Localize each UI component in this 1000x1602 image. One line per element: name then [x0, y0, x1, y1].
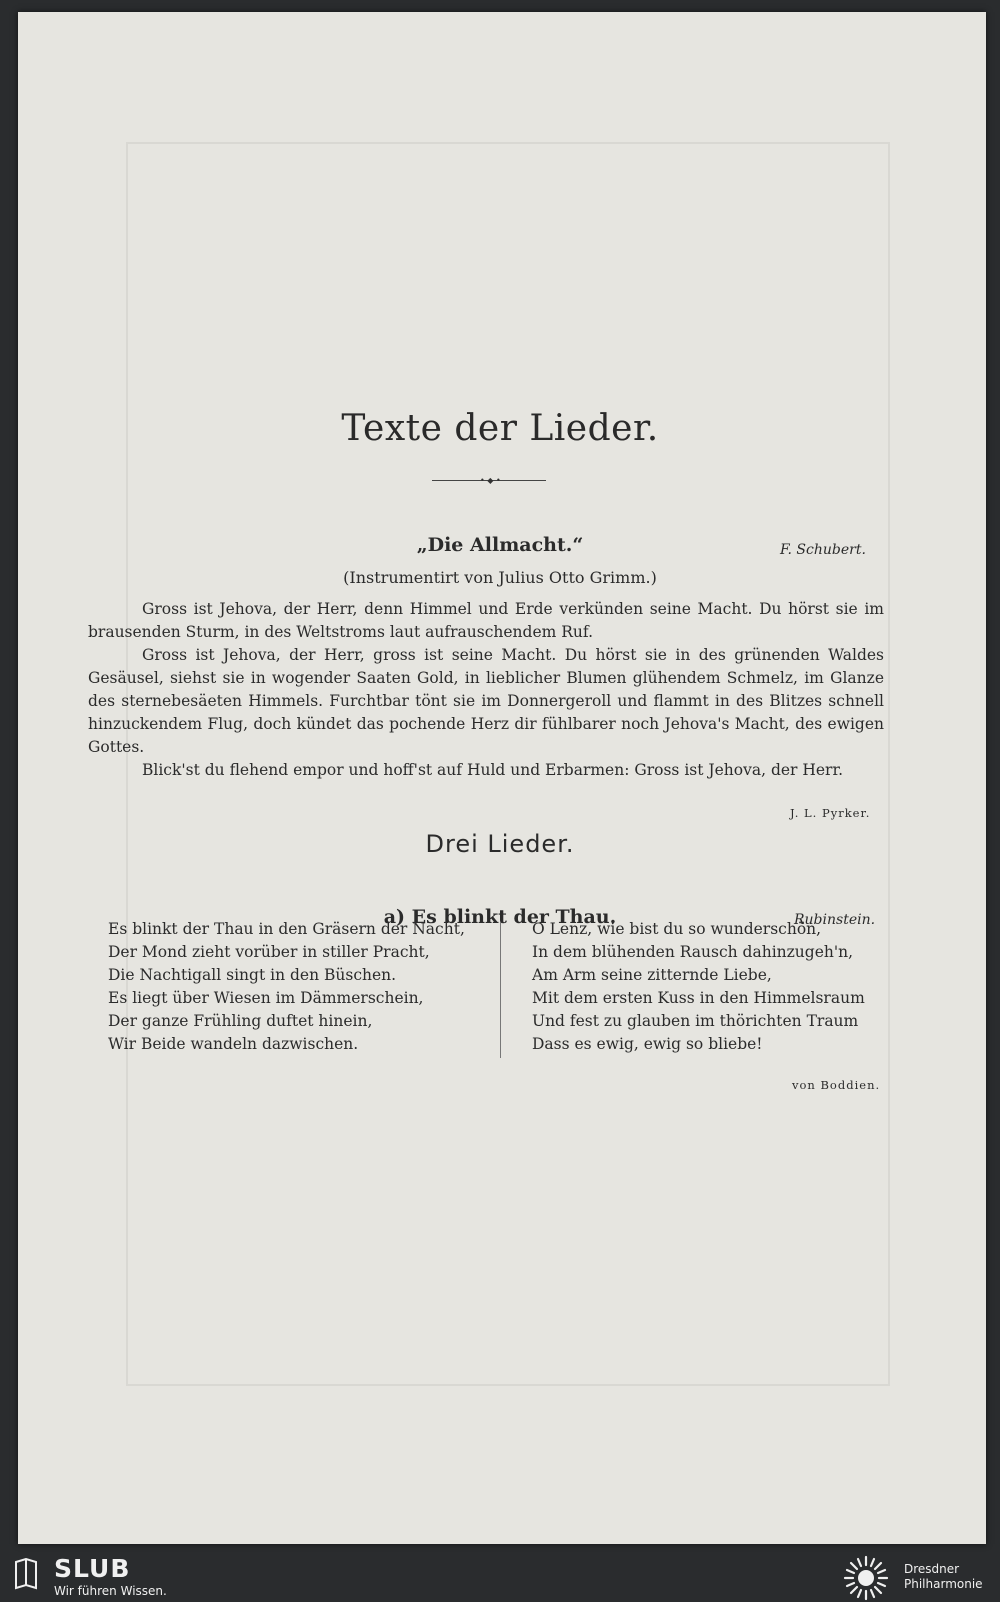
composer-allmacht: F. Schubert.: [780, 542, 866, 558]
page-title: Texte der Lieder.: [341, 408, 659, 449]
sunburst-logo-icon[interactable]: [842, 1554, 890, 1602]
dresdner-philharmonie-text: [904, 1562, 983, 1592]
author-es-blinkt: von Boddien.: [792, 1078, 881, 1092]
poem-left-column: [108, 918, 465, 1056]
poem-line: Und fest zu glauben im thörichten Traum: [532, 1012, 859, 1030]
paragraph: Blick'st du flehend empor und hoff'st auf Huld und Erbarmen: Gross ist Jehova, der Herr.: [142, 761, 844, 779]
poem-line: O Lenz, wie bist du so wunderschön,: [532, 920, 822, 938]
song-subtitle-allmacht: (Instrumentirt von Julius Otto Grimm.): [343, 568, 657, 587]
poem-line: Es liegt über Wiesen im Dämmerschein,: [108, 989, 424, 1007]
song-title-allmacht: „Die Allmacht.“: [416, 534, 584, 556]
poem-line: Am Arm seine zitternde Liebe,: [532, 966, 772, 984]
author-allmacht: J. L. Pyrker.: [790, 806, 871, 820]
poem-line: Es blinkt der Thau in den Gräsern der Nacht,: [108, 920, 465, 938]
paragraph: Gross ist Jehova, der Herr, denn Himmel und Erde verkünden seine Macht. Du hörst sie im brausenden Sturm, in des Weltstroms laut aufrauschendem Ruf.: [88, 600, 884, 641]
poem-line: Mit dem ersten Kuss in den Himmelsraum: [532, 989, 865, 1007]
footer-bar: [0, 1552, 1000, 1602]
poem-right-column: [532, 918, 865, 1056]
slub-logo-text[interactable]: SLUB: [54, 1554, 131, 1583]
poem-line: Dass es ewig, ewig so bliebe!: [532, 1035, 763, 1053]
column-divider: [500, 922, 501, 1058]
poem-line: In dem blühenden Rausch dahinzugeh'n,: [532, 943, 854, 961]
composer-es-blinkt: Rubinstein.: [794, 912, 876, 928]
ornament-dots-icon: • ◆ •: [480, 476, 501, 485]
song-text-allmacht: [88, 598, 884, 782]
dp-line1: Dresdner: [904, 1562, 960, 1576]
slub-slogan: Wir führen Wissen.: [54, 1584, 167, 1598]
poem-line: Der Mond zieht vorüber in stiller Pracht,: [108, 943, 430, 961]
section-title-drei-lieder: Drei Lieder.: [425, 830, 575, 858]
title-ornament: [432, 476, 546, 485]
paragraph: Gross ist Jehova, der Herr, gross ist seine Macht. Du hörst sie in des grünenden Waldes Gesäusel, siehst sie in wogender Saaten Gold, in lieblicher Blumen glühendem Schmelz, im Glanze des sternebesäeten Himmels. Furchtbar tönt sie im Donnergeroll und flammt in des Blitzes schnell hinzuckendem Flug, doch kündet das pochende Herz dir fühlbarer noch Jehova's Macht, des ewigen Gottes.: [88, 646, 884, 756]
book-icon: [14, 1558, 38, 1590]
dp-line2: Philharmonie: [904, 1577, 983, 1591]
poem-line: Die Nachtigall singt in den Büschen.: [108, 966, 397, 984]
poem-line: Wir Beide wandeln dazwischen.: [108, 1035, 359, 1053]
song-title-es-blinkt: a) Es blinkt der Thau.: [383, 906, 617, 928]
poem-line: Der ganze Frühling duftet hinein,: [108, 1012, 373, 1030]
